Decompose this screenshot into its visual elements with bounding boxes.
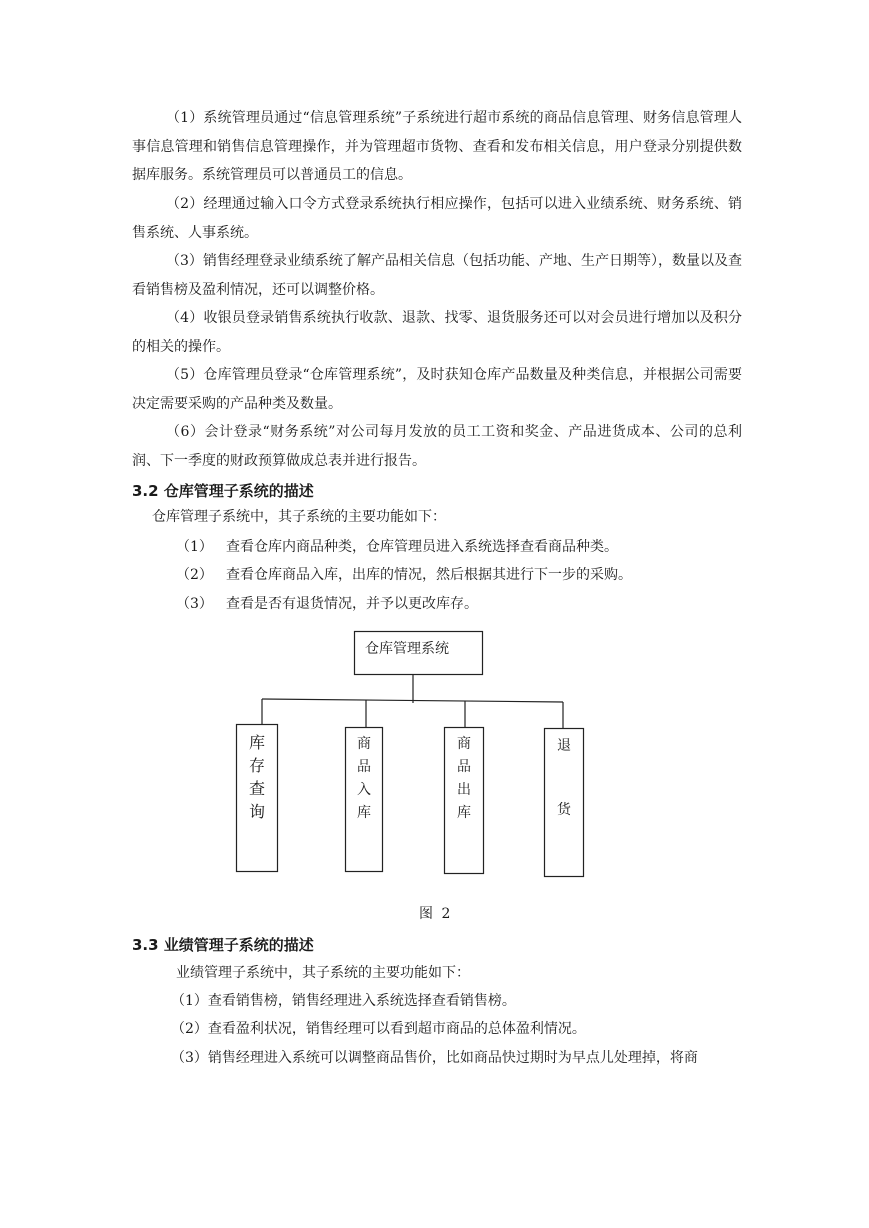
list-item: （1） 查看仓库内商品种类，仓库管理员进入系统选择查看商品种类。 [176,539,618,555]
list-item: （1）查看销售榜，销售经理进入系统选择查看销售榜。 [171,993,516,1009]
section-heading-3-3: 3.3 业绩管理子系统的描述 [132,936,314,954]
paragraph-2: （2）经理通过输入口令方式登录系统执行相应操作，包括可以进入业绩系统、财务系统、销售系统、人事系统。 [132,196,742,241]
root-node-label: 仓库管理系统 [365,641,449,657]
paragraph-4: （4）收银员登录销售系统执行收款、退款、找零、退货服务还可以对会员进行增加以及积分的相关的操作。 [132,310,742,355]
section-3-2-intro: 仓库管理子系统中，其子系统的主要功能如下： [152,509,446,525]
section-heading-3-2: 3.2 仓库管理子系统的描述 [132,482,314,500]
child-node-goods-out: 商 品 出 库 [457,736,471,821]
child-box [346,728,383,872]
list-item: （3） 查看是否有退货情况，并予以更改库存。 [176,596,478,612]
child-box [545,729,584,877]
paragraph-1: （1）系统管理员通过“信息管理系统”子系统进行超市系统的商品信息管理、财务信息管理人事信息管理和销售信息管理操作，并为管理超市货物、查看和发布相关信息，用户登录分别提供数据库服务。系统管理员可以普通员工的信息。 [132,110,742,183]
connector-line [262,699,563,702]
paragraph-3: （3）销售经理登录业绩系统了解产品相关信息（包括功能、产地、生产日期等），数量以及查看销售榜及盈利情况，还可以调整价格。 [132,253,742,298]
child-node-goods-in: 商 品 入 库 [357,736,371,821]
root-box [355,632,483,675]
child-node-returns: 退 货 [557,738,571,818]
list-item: （2）查看盈利状况，销售经理可以看到超市商品的总体盈利情况。 [171,1021,586,1037]
figure-caption: 图 2 [419,906,453,922]
list-item: （2） 查看仓库商品入库，出库的情况，然后根据其进行下一步的采购。 [176,567,632,583]
section-3-3-intro: 业绩管理子系统中，其子系统的主要功能如下： [176,965,470,981]
child-node-inventory-query: 库 存 查 询 [248,733,265,821]
paragraph-5: （5）仓库管理员登录“仓库管理系统”，及时获知仓库产品数量及种类信息，并根据公司需要决定需要采购的产品种类及数量。 [132,367,742,412]
child-box [445,728,484,874]
list-item: （3）销售经理进入系统可以调整商品售价，比如商品快过期时为早点儿处理掉，将商 [171,1050,698,1066]
paragraph-6: （6）会计登录“财务系统”对公司每月发放的员工工资和奖金、产品进货成本、公司的总利润、下一季度的财政预算做成总表并进行报告。 [132,424,742,469]
child-box [237,725,278,872]
